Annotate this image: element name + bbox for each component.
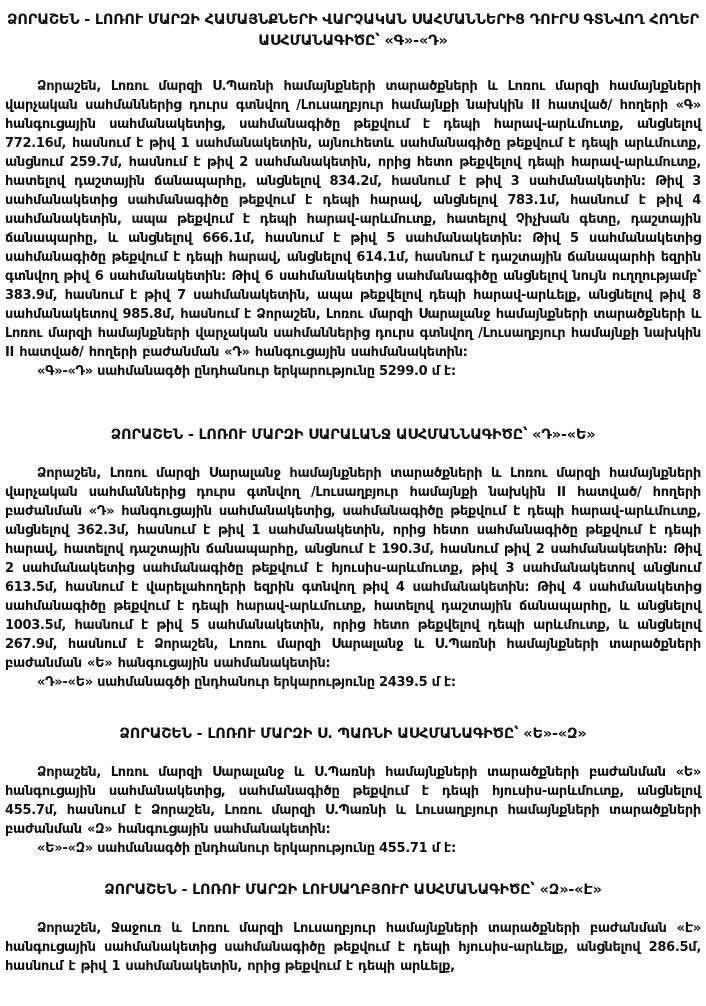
section-body-z-eh: Ձորաշեն, Ջաջուռ և Լոռու մարզի Լուսաղբյուր համայնքների տարածքների բաժանման «Է» հանգուցային սահմանակետից սահմանագիծը թեքվում է դեպի հյուսիս-արևելք, անցնելով 286.5մ, հասնում է թիվ 1 սահմանակետին, որից թեքվում է դեպի արևելք,: [5, 921, 701, 974]
section-summary-g-d: «Գ»-«Դ» սահմանագծի ընդհանուր երկարությունը 5299.0 մ է:: [37, 364, 456, 379]
section-body-e-z: Ձորաշեն, Լոռու մարզի Սարալանջ և Ս.Պառնի համայնքների տարածքների բաժանման «Ե» հանգուցային սահմանակետից, սահմանագիծը թեքվում է դեպի հյուսիս-արևմուտք, անցնելով 455.7մ, հասնում է Ձորաշեն, Լոռու մարզի Ս.Պառնի և Լուսաղբյուր համայնքների տարածքների բաժանման «Զ» հանգուցային սահմանակետին:: [5, 765, 701, 837]
section-summary-d-e: «Դ»-«Ե» սահմանագծի ընդհանուր երկարությունը 2439.5 մ է:: [37, 675, 456, 690]
section-heading-g-d: ՁՈՐԱՇԵՆ - ԼՈՌՈՒ ՄԱՐԶԻ ՀԱՄԱՅՆՔՆԵՐԻ ՎԱՐՉԱԿԱՆ ՍԱՀՄԱՆՆԵՐԻՑ ԴՈՒՐՍ ԳՏՆՎՈՂ ՀՈՂԵՐ ԱՍՀՄԱՆԱԳԻԾԸ՝ «Գ»-«Դ»: [6, 12, 700, 49]
section-body-g-d: Ձորաշեն, Լոռու մարզի Ս.Պառնի համայնքների տարածքների և Լոռու մարզի համայնքների վարչական սահմաններից դուրս գտնվող /Լուսաղբյուր համայնքի նախկին II հատված/ հողերի «Գ» հանգուցային սահմանակետից, սահմանագիծը թեքվում է դեպի հարավ-արևմուտք, անցնելով 772.16մ, հասնում է թիվ 1 սահմանակետին, այնուհետև սահմանագիծը թեքվում է դեպի արևմուտք, անցնում 259.7մ, հասնում է թիվ 2 սահմանակետին, որից հետո թեքվելով դեպի հարավ-արևմուտք, հատելով դաշտային ճանապարհը, անցնելով 834.2մ, հասնում է թիվ 3 սահմանակետին: Թիվ 3 սահմանակետից սահմանագիծը թեքվում է դեպի հարավ, անցնելով 783.1մ, հասնում է թիվ 4 սահմանակետին, ապա թեքվում է դեպի հարավ-արևմուտք, հատելով Չիչխան գետը, դաշտային ճանապարհը, և անցնելով 666.1մ, հասնում է թիվ 5 սահմանակետին: Թիվ 5 սահմանակետից սահմանագիծը թեքվում է դեպի հարավ, անցնելով 614.1մ, հասնում է դաշտային ճանապարհի եզրին գտնվող թիվ 6 սահմանակետին: Թիվ 6 սահմանակետից սահմանագիծը անցնելով նույն ուղղությամբ՝ 383.9մ, հասնում է թիվ 7 սահմանակետին, ապա թեքվելով դեպի հարավ-արևելք, անցնելով թիվ 8 սահմանակետով 985.8մ, հասնում է Ձորաշեն, Լոռու մարզի Սարալանջ համայնքների տարածքների և Լոռու մարզի համայնքների վարչական սահմաններից դուրս գտնվող /Լուսաղբյուր համայնքի նախկին II հատված/ հողերի բաժանման «Դ» հանգուցային սահմանակետին:: [5, 79, 701, 360]
section-heading-z-eh: ՁՈՐԱՇԵՆ - ԼՈՌՈՒ ՄԱՐԶԻ ԼՈՒՍԱՂԲՅՈՒՐ ԱՍՀՄԱՆԱԳԻԾԸ՝ «Զ»-«Է»: [104, 882, 602, 898]
section-heading-e-z: ՁՈՐԱՇԵՆ - ԼՈՌՈՒ ՄԱՐԶԻ Ս. ՊԱՌՆԻ ԱՍՀՄԱՆԱԳԻԾԸ՝ «Ե»-«Զ»: [119, 726, 587, 742]
section-summary-e-z: «Ե»-«Զ» սահմանագծի ընդհանուր երկարությունը 455.71 մ է:: [37, 841, 456, 856]
section-body-d-e: Ձորաշեն, Լոռու մարզի Սարալանջ համայնքների տարածքների և Լոռու մարզի համայնքների վարչական սահմաններից դուրս գտնվող /Լուսաղբյուր համայնքի նախկին II հատված/ հողերի բաժանման «Դ» հանգուցային սահմանակետից, սահմանագիծը թեքվում է դեպի հարավ-արևմուտք, անցնելով 362.3մ, հասնում է թիվ 1 սահմանակետին, որից հետո սահմանագիծը թեքվում է դեպի հարավ, հատելով դաշտային ճանապարհը, անցնում է 190.3մ, հասնում թիվ 2 սահմանակետին: Թիվ 2 սահմանակետից սահմանագիծը թեքվում է հյուսիս-արևմուտք, թիվ 3 սահմանակետով անցնում 613.5մ, հասնում է վարելահողերի եզրին գտնվող թիվ 4 սահմանակետին: Թիվ 4 սահմանակետից սահմանագիծը թեքվում է դեպի հարավ-արևմուտք, հատելով դաշտային ճանապարհը, և անցնելով 1003.5մ, հասնում է թիվ 5 սահմանակետին, որից հետո թեքվելով դեպի արևմուտք, և անցնելով 267.9մ, հասնում է Ձորաշեն, Լոռու մարզի Սարալանջ և Ս.Պառնի համայնքների տարածքների բաժանման «Ե» հանգուցային սահմանակետին:: [5, 466, 701, 671]
section-heading-d-e: ՁՈՐԱՇԵՆ - ԼՈՌՈՒ ՄԱՐԶԻ ՍԱՐԱԼԱՆՋ ԱՍՀՄԱՆՆԱԳԻԾԸ՝ «Դ»-«Ե»: [110, 427, 596, 443]
